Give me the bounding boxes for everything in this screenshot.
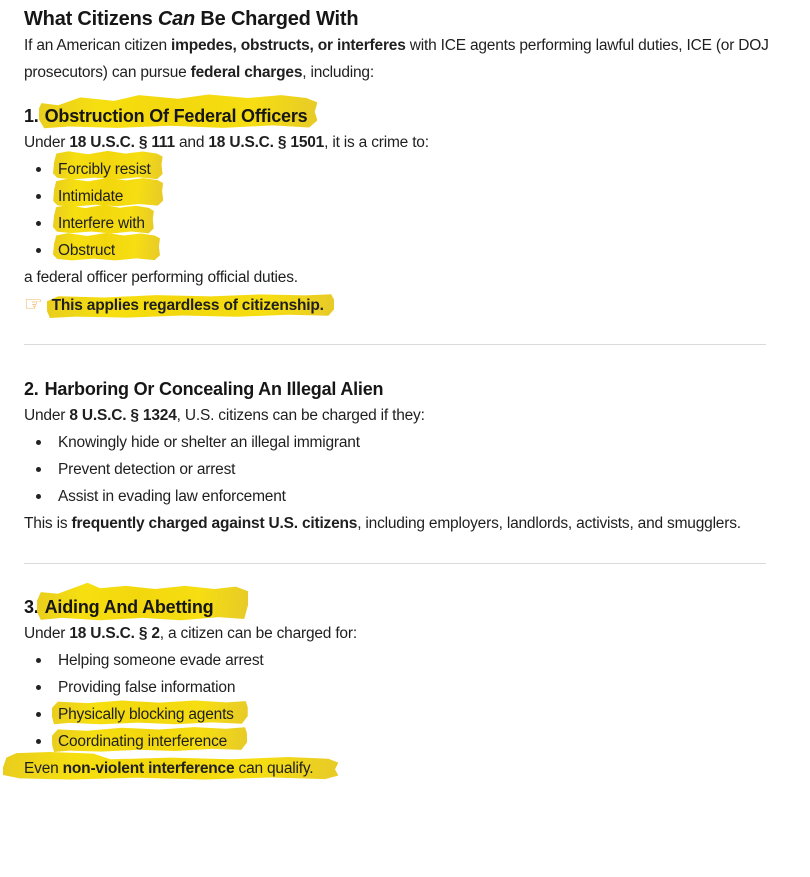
bullet-text: Intimidate [58,188,124,205]
highlight-mark [58,242,115,259]
heading-text: Harboring Or Concealing An Illegal Alien [44,379,384,399]
text-run: prosecutors) can pursue [24,64,191,81]
text-run: , it is a crime to: [324,134,429,151]
list-item [24,210,766,237]
highlight-mark [45,597,214,617]
intro-line-2 [24,59,766,86]
section-3-closing-line [24,755,766,782]
list-item [24,674,766,701]
list-item [24,647,766,674]
text-run: If an American citizen [24,37,172,54]
text-run: This is [24,515,72,532]
section-1-heading [24,103,766,129]
section-2-statute-line [24,402,766,429]
section-number: 3. [24,597,39,617]
list-item [24,429,766,456]
list-item [24,156,766,183]
highlight-mark [24,760,313,777]
section-1-statute-line [24,129,766,156]
section-1-closing-line: a federal officer performing official duties. [24,269,298,286]
text-run: Under [24,134,70,151]
text-run: can qualify. [234,760,314,777]
text-run: , including employers, landlords, activists, and smugglers. [357,515,741,532]
page-title [24,6,766,32]
highlight-mark [58,188,123,205]
section-number: 1. [24,106,39,126]
statute-citation: 18 U.S.C. § 2 [69,625,160,642]
text-run: , a citizen can be charged for: [159,625,357,642]
highlight-mark [52,297,324,314]
title-text: Be Charged With [195,8,359,30]
section-obstruction-of-federal-officers [24,103,766,319]
highlight-mark [58,215,145,232]
bold-text-run: non-violent interference [62,760,235,777]
highlight-mark [58,706,234,723]
section-2-heading [24,376,766,402]
text-run: Under [24,625,70,642]
section-3-heading [24,594,766,620]
title-italic-word: Can [157,8,196,30]
list-item [24,456,766,483]
section-harboring-or-concealing [24,376,766,537]
bullet-text: Forcibly resist [58,161,151,178]
bullet-text: Providing false information [58,679,236,696]
text-run: , U.S. citizens can be charged if they: [176,407,425,424]
bullet-text: Physically blocking agents [58,706,234,723]
bullet-text: Assist in evading law enforcement [58,488,286,505]
intro-line-1 [24,32,769,59]
text-run: and [174,134,209,151]
document-page [0,6,810,796]
text-run: Under [24,407,70,424]
section-divider [24,344,766,345]
bold-text-run: impedes, obstructs, or interferes [171,37,406,54]
highlight-mark [58,161,151,178]
section-aiding-and-abetting [24,594,766,782]
bold-text-run: frequently charged against U.S. citizens [71,515,358,532]
list-item [24,701,766,728]
highlight-mark [58,733,227,750]
note-text: This applies regardless of citizenship. [51,297,324,314]
section-2-bullet-list [24,429,766,510]
pointing-right-icon: ☞ [24,292,43,316]
statute-citation: 18 U.S.C. § 111 [69,134,175,151]
bullet-text: Interfere with [58,215,145,232]
highlight-mark [45,106,308,126]
heading-text: Aiding And Abetting [44,597,214,617]
bullet-text: Knowingly hide or shelter an illegal immigrant [58,434,360,451]
statute-citation: 18 U.S.C. § 1501 [208,134,325,151]
section-3-statute-line [24,620,766,647]
bullet-text: Helping someone evade arrest [58,652,264,669]
list-item [24,728,766,755]
text-run: Even [24,760,63,777]
section-number: 2. [24,379,39,399]
list-item [24,483,766,510]
intro-paragraph [24,32,769,86]
text-run: , including: [302,64,374,81]
text-run: with ICE agents performing lawful duties, ICE (or DOJ [405,37,769,54]
bold-text-run: federal charges [190,64,303,81]
section-3-bullet-list [24,647,766,755]
bullet-text: Obstruct [58,242,115,259]
bullet-text: Coordinating interference [58,733,228,750]
bullet-text: Prevent detection or arrest [58,461,236,478]
statute-citation: 8 U.S.C. § 1324 [69,407,177,424]
list-item [24,237,766,264]
section-divider [24,563,766,564]
section-2-closing-line [24,510,766,537]
title-text: What Citizens [24,8,158,30]
section-1-bullet-list [24,156,766,264]
section-1-note [24,291,766,319]
heading-text: Obstruction Of Federal Officers [44,106,308,126]
